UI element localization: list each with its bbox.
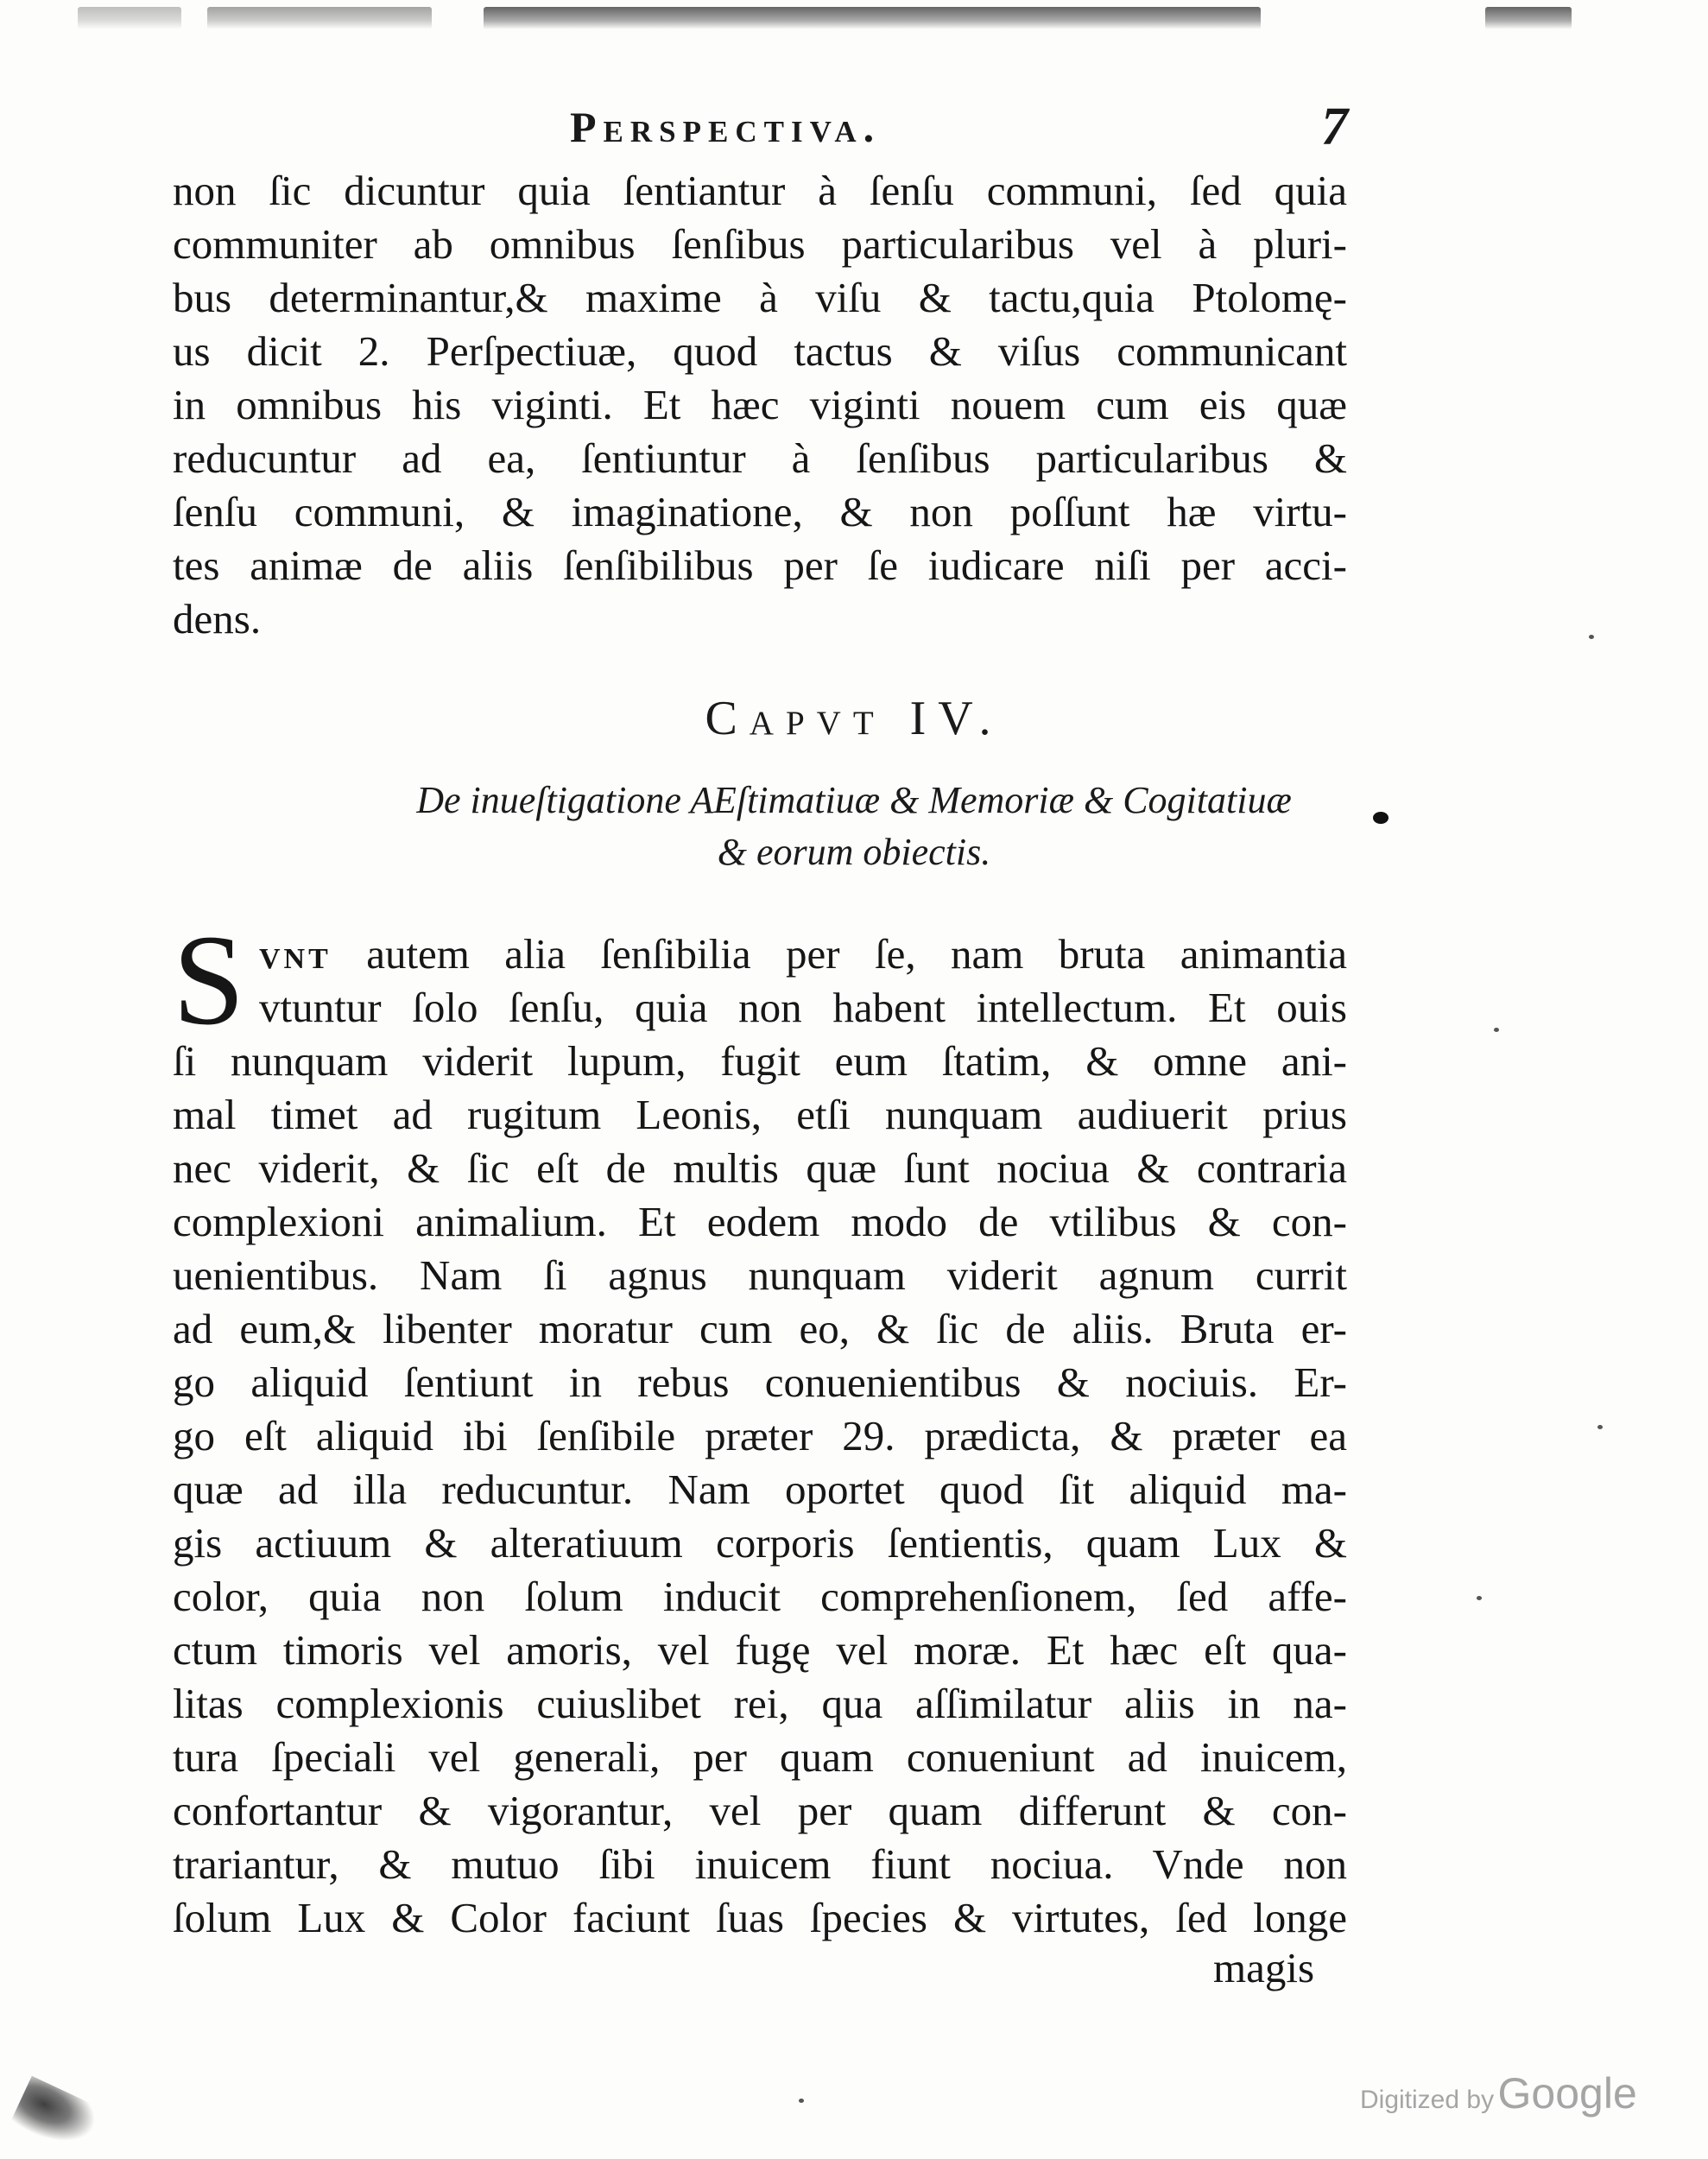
watermark-prefix: Digitized by — [1360, 2086, 1495, 2114]
scan-artifact-top — [78, 7, 181, 29]
scan-artifact-top — [484, 7, 1261, 29]
text-line: in omnibus his viginti. Et hæc viginti nouem cum eis quæ — [173, 381, 1347, 428]
text-line: go eſt aliquid ibi ſenſibile præter 29. prædicta, & præter ea — [173, 1412, 1347, 1459]
text-line: communiter ab omnibus ſenſibus particularibus vel à pluri- — [173, 220, 1347, 268]
opening-lines — [259, 928, 1347, 1035]
scan-artifact-top — [1485, 7, 1572, 29]
text-line: complexioni animalium. Et eodem modo de vtilibus & con- — [173, 1198, 1347, 1245]
scan-artifact-corner — [10, 2076, 103, 2156]
text-line: quæ ad illa reducuntur. Nam oportet quod ſit aliquid ma- — [173, 1466, 1347, 1513]
text-line: nec viderit, & ſic eſt de multis quæ ſunt nociua & contraria — [173, 1144, 1347, 1192]
text-line: ſi nunquam viderit lupum, fugit eum ſtatim, & omne ani- — [173, 1037, 1347, 1085]
chapter-subtitle-line-1: De inueſtigatione AEſtimatiuæ & Memoriæ & Cogitatiuæ — [416, 779, 1292, 821]
speck — [1597, 1425, 1603, 1429]
running-head: Perspectiva. — [570, 103, 882, 151]
text-line — [259, 928, 1347, 981]
speck — [1589, 635, 1594, 639]
text-line: us dicit 2. Perſpectiuæ, quod tactus & viſus communicant — [173, 327, 1347, 375]
chapter-heading: Capvt IV. — [705, 692, 1003, 745]
digitized-watermark — [1360, 2068, 1637, 2118]
text-line: confortantur & vigorantur, vel per quam differunt & con- — [173, 1787, 1347, 1834]
text-line: tura ſpeciali vel generali, per quam conueniunt ad inuicem, — [173, 1733, 1347, 1781]
speck — [1477, 1596, 1482, 1600]
text-line: dens. — [173, 595, 262, 643]
page-number: 7 — [1321, 98, 1348, 156]
text-line: ctum timoris vel amoris, vel fugę vel moræ. Et hæc eſt qua- — [173, 1626, 1347, 1674]
text-line: vtuntur ſolo ſenſu, quia non habent intellectum. Et ouis — [259, 984, 1347, 1031]
catchword: magis — [1213, 1944, 1315, 1991]
text-line: reducuntur ad ea, ſentiuntur à ſenſibus particularibus & — [173, 434, 1347, 482]
text-line: ſenſu communi, & imaginatione, & non poſſunt hæ virtu- — [173, 488, 1347, 535]
text-line: gis actiuum & alteratiuum corporis ſentientis, quam Lux & — [173, 1519, 1347, 1567]
text-line: mal timet ad rugitum Leonis, etſi nunquam audiuerit prius — [173, 1091, 1347, 1138]
speck — [1494, 1028, 1499, 1032]
drop-cap-initial: S — [173, 909, 245, 1052]
opening-line-rest: autem alia ſenſibilia per ſe, nam bruta animantia — [331, 930, 1347, 978]
text-line: ad eum,& libenter moratur cum eo, & ſic de aliis. Bruta er- — [173, 1305, 1347, 1352]
speck — [799, 2099, 804, 2103]
text-line: color, quia non ſolum inducit comprehenſionem, ſed affe- — [173, 1573, 1347, 1620]
text-line: litas complexionis cuiuslibet rei, qua aſſimilatur aliis in na- — [173, 1680, 1347, 1727]
scan-artifact-top — [207, 7, 432, 29]
body-paragraph — [173, 1035, 1347, 1945]
text-line: go aliquid ſentiunt in rebus conuenientibus & nociuis. Er- — [173, 1358, 1347, 1406]
text-line: bus determinantur,& maxime à viſu & tactu,quia Ptolomę- — [173, 274, 1347, 321]
chapter-subtitle-line-2: & eorum obiectis. — [717, 831, 991, 873]
opening-word: vnt — [259, 930, 332, 978]
google-logo: Google — [1497, 2069, 1637, 2118]
text-line: ſolum Lux & Color faciunt ſuas ſpecies & virtutes, ſed longe — [173, 1894, 1347, 1941]
text-line: uenientibus. Nam ſi agnus nunquam viderit agnum currit — [173, 1251, 1347, 1299]
continuation-paragraph — [173, 164, 1347, 646]
text-line: trariantur, & mutuo ſibi inuicem fiunt nociua. Vnde non — [173, 1840, 1347, 1888]
text-line: tes animæ de aliis ſenſibilibus per ſe iudicare niſi per acci- — [173, 541, 1347, 589]
text-line: non ſic dicuntur quia ſentiantur à ſenſu communi, ſed quia — [173, 167, 1347, 214]
